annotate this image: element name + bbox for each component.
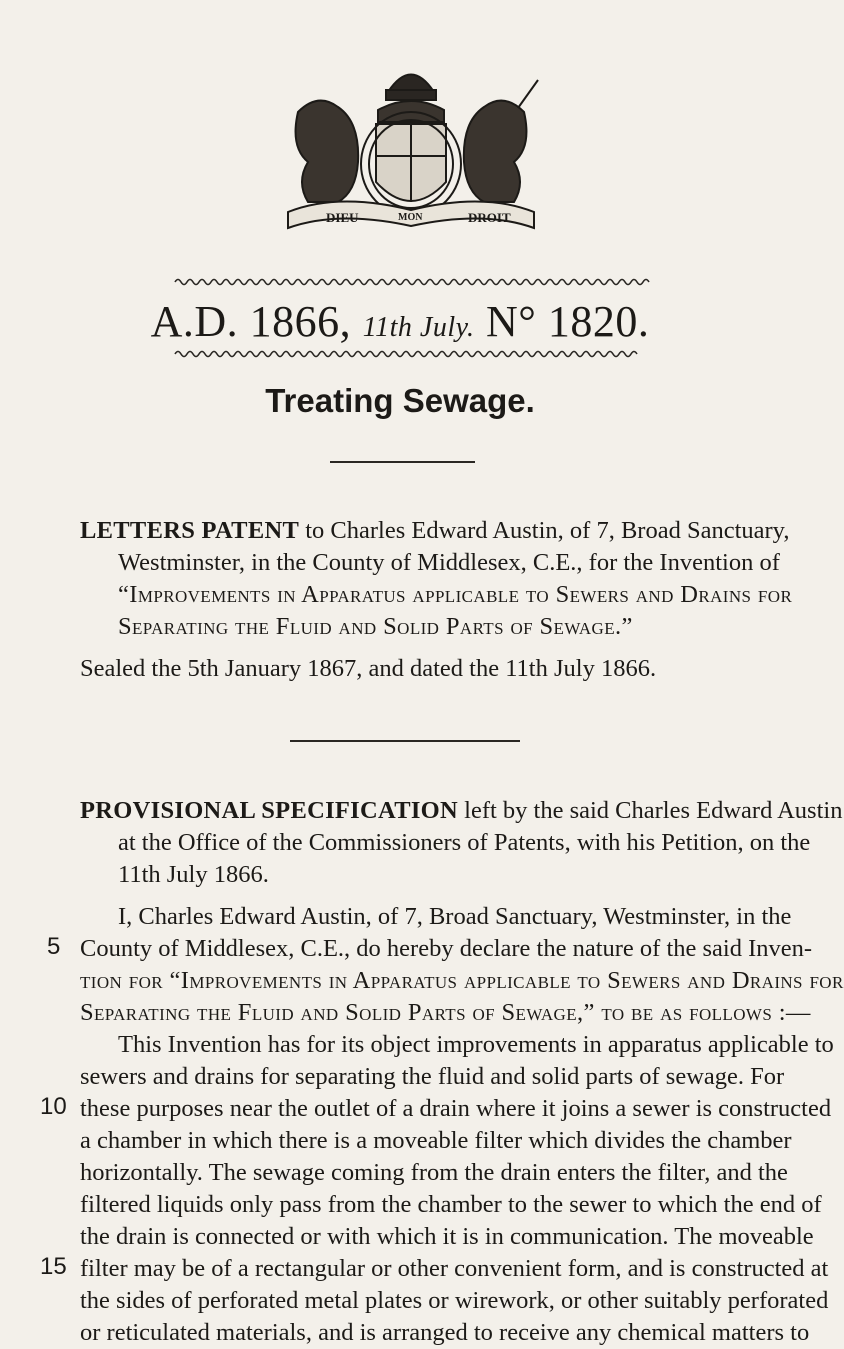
body-line: these purposes near the outlet of a drain where it joins a sewer is constructed (80, 1095, 832, 1122)
patent-header (0, 296, 800, 347)
body-line: sewers and drains for separating the fluid and solid parts of sewage. For (80, 1063, 785, 1090)
body-line: County of Middlesex, C.E., do hereby declare the nature of the said Inven- (80, 935, 813, 962)
line-number: 5 (47, 933, 61, 960)
body-line: the sides of perforated metal plates or wirework, or other suitably perforated (80, 1287, 829, 1314)
letters-patent-line-4: Separating the Fluid and Solid Parts of Sewage.” (118, 613, 633, 640)
patent-date: 11th July. (362, 312, 475, 343)
wavy-rule-top (175, 276, 630, 288)
body-line: or reticulated materials, and is arranged to receive any chemical matters to (80, 1319, 810, 1346)
body-line: This Invention has for its object improvements in apparatus applicable to (118, 1031, 834, 1058)
body-line: filtered liquids only pass from the chamber to the sewer to which the end of (80, 1191, 822, 1218)
svg-text:DIEU: DIEU (326, 210, 359, 225)
sealed-line (80, 653, 760, 685)
sealed-text: Sealed the 5th January 1867, and dated the 11th July 1866. (80, 655, 657, 682)
divider-rule-2 (290, 740, 520, 742)
royal-coat-of-arms-icon (268, 52, 554, 232)
divider-rule (330, 461, 475, 463)
svg-text:DROIT: DROIT (468, 210, 511, 225)
body-line: tion for “Improvements in Apparatus applicable to Sewers and Drains for (80, 967, 844, 994)
line-number: 15 (40, 1253, 67, 1280)
body-line: filter may be of a rectangular or other convenient form, and is constructed at (80, 1255, 829, 1282)
body-line: Separating the Fluid and Solid Parts of Sewage,” to be as follows :— (80, 999, 811, 1026)
letters-patent-paragraph (80, 515, 793, 643)
letters-patent-line-3: “Improvements in Apparatus applicable to Sewers and Drains for (118, 581, 793, 608)
provisional-line-1: PROVISIONAL SPECIFICATION left by the said Charles Edward Austin (80, 797, 843, 824)
patent-number: N° 1820. (485, 297, 650, 346)
specification-body (80, 901, 844, 1349)
line-number: 10 (40, 1093, 67, 1120)
body-line: I, Charles Edward Austin, of 7, Broad Sanctuary, Westminster, in the (118, 903, 792, 930)
letters-patent-line-1: LETTERS PATENT to Charles Edward Austin, of 7, Broad Sanctuary, (80, 517, 790, 544)
document-title: Treating Sewage. (265, 382, 535, 419)
provisional-line-2: at the Office of the Commissioners of Patents, with his Petition, on the (118, 829, 811, 856)
body-line: horizontally. The sewage coming from the drain enters the filter, and the (80, 1159, 788, 1186)
provisional-line-3: 11th July 1866. (118, 861, 269, 888)
provisional-paragraph (80, 795, 843, 891)
body-line: a chamber in which there is a moveable filter which divides the chamber (80, 1127, 792, 1154)
patent-year: A.D. 1866, (150, 297, 352, 346)
wavy-rule-bottom (175, 348, 630, 360)
svg-text:MON: MON (398, 212, 423, 223)
letters-patent-line-2: Westminster, in the County of Middlesex, C.E., for the Invention of (118, 549, 780, 576)
body-line: the drain is connected or with which it is in communication. The moveable (80, 1223, 814, 1250)
